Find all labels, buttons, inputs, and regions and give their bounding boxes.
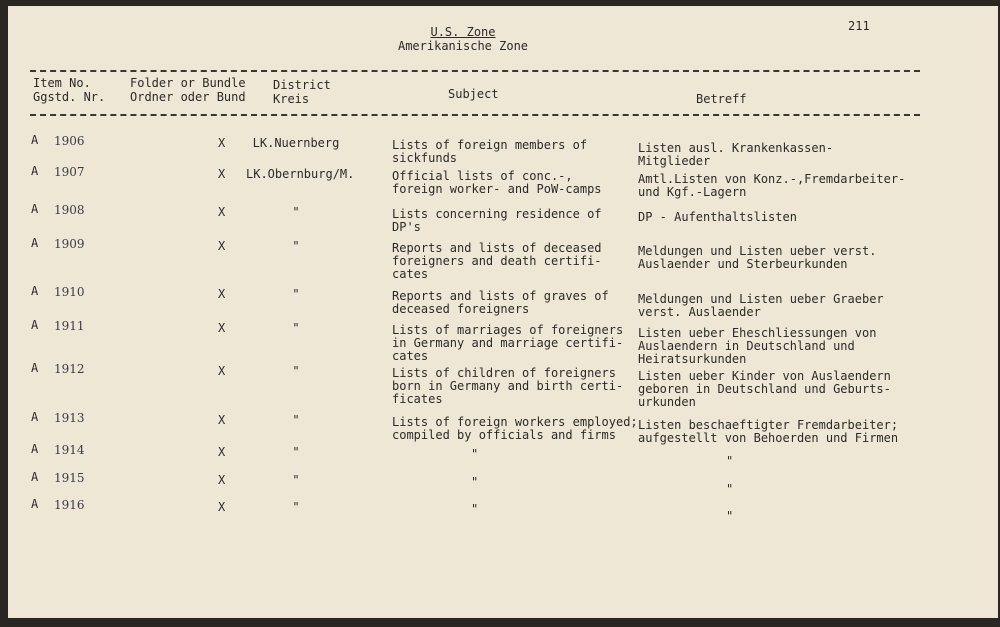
row-item-number: 1915 — [54, 471, 85, 485]
row-subject-line: ficates — [392, 392, 443, 406]
row-betreff-line: " — [726, 482, 734, 496]
header-betreff: Betreff — [696, 92, 747, 106]
row-district: " — [292, 321, 300, 335]
row-prefix: A — [31, 164, 39, 178]
header-top-rule — [30, 70, 920, 72]
row-item-number: 1910 — [54, 285, 85, 299]
document-page — [8, 6, 998, 618]
row-district: " — [292, 445, 300, 459]
row-betreff-line: " — [726, 509, 734, 523]
row-subject-line: in Germany and marriage certifi- — [392, 336, 624, 350]
row-subject-line: born in Germany and birth certi- — [392, 379, 624, 393]
row-subject-line: foreign worker- and PoW-camps — [392, 182, 602, 196]
row-betreff-line: Listen ueber Eheschliessungen von — [638, 326, 877, 340]
row-district: " — [292, 287, 300, 301]
row-betreff-line: Mitglieder — [638, 154, 711, 168]
row-item-number: 1909 — [54, 237, 85, 251]
row-betreff-line: Meldungen und Listen ueber Graeber — [638, 292, 884, 306]
row-prefix: A — [31, 318, 39, 332]
row-subject-line: Lists of children of foreigners — [392, 366, 616, 380]
row-district: LK.Nuernberg — [252, 136, 340, 150]
row-district: " — [292, 413, 300, 427]
row-betreff-line: Listen beschaeftigter Fremdarbeiter; — [638, 418, 899, 432]
row-folder: X — [218, 239, 226, 253]
row-prefix: A — [31, 497, 39, 511]
row-betreff-line: Amtl.Listen von Konz.-,Fremdarbeiter- — [638, 172, 906, 186]
row-item-number: 1908 — [54, 203, 85, 217]
row-prefix: A — [31, 470, 39, 484]
row-subject-line: Lists of foreign members of — [392, 138, 588, 152]
row-folder: X — [218, 321, 226, 335]
row-folder: X — [218, 287, 226, 301]
row-district: " — [292, 500, 300, 514]
row-subject-line: Reports and lists of graves of — [392, 289, 609, 303]
row-district: " — [292, 239, 300, 253]
row-betreff-line: Listen ausl. Krankenkassen- — [638, 141, 834, 155]
row-folder: X — [218, 136, 226, 150]
row-district: " — [292, 364, 300, 378]
row-district: " — [292, 205, 300, 219]
header-folder: Folder or Bundle Ordner oder Bund — [130, 76, 246, 104]
row-item-number: 1912 — [54, 362, 85, 376]
row-subject-line: Lists of foreign workers employed; — [392, 415, 638, 429]
row-item-number: 1907 — [54, 165, 85, 179]
row-prefix: A — [31, 442, 39, 456]
row-prefix: A — [31, 236, 39, 250]
row-subject-line: compiled by officials and firms — [392, 428, 616, 442]
row-subject-line: Lists of marriages of foreigners — [392, 323, 624, 337]
row-betreff-line: aufgestellt von Behoerden und Firmen — [638, 431, 899, 445]
row-item-number: 1914 — [54, 443, 85, 457]
row-item-number: 1916 — [54, 498, 85, 512]
row-folder: X — [218, 205, 226, 219]
header-item-no: Item No. Ggstd. Nr. — [33, 76, 106, 104]
row-prefix: A — [31, 410, 39, 424]
row-prefix: A — [31, 361, 39, 375]
row-district: LK.Obernburg/M. — [246, 167, 355, 181]
row-subject-line: DP's — [392, 220, 421, 234]
row-prefix: A — [31, 202, 39, 216]
row-subject-line: " — [471, 447, 479, 461]
title-german: Amerikanische Zone — [397, 39, 529, 53]
row-betreff-line: und Kgf.-Lagern — [638, 185, 747, 199]
header-bottom-rule — [30, 114, 920, 116]
row-subject-line: foreigners and death certifi- — [392, 254, 602, 268]
row-betreff-line: Listen ueber Kinder von Auslaendern — [638, 369, 891, 383]
row-betreff-line: Heiratsurkunden — [638, 352, 747, 366]
row-district: " — [292, 473, 300, 487]
row-betreff-line: geboren in Deutschland und Geburts- — [638, 382, 891, 396]
row-subject-line: " — [471, 475, 479, 489]
row-betreff-line: Auslaendern in Deutschland und — [638, 339, 855, 353]
row-item-number: 1911 — [54, 319, 85, 333]
row-betreff-line: verst. Auslaender — [638, 305, 761, 319]
row-item-number: 1906 — [54, 134, 85, 148]
row-folder: X — [218, 473, 226, 487]
row-subject-line: " — [471, 502, 479, 516]
row-folder: X — [218, 364, 226, 378]
row-subject-line: deceased foreigners — [392, 302, 530, 316]
row-item-number: 1913 — [54, 411, 85, 425]
row-betreff-line: Auslaender und Sterbeurkunden — [638, 257, 848, 271]
header-district: District Kreis — [273, 78, 331, 106]
row-folder: X — [218, 167, 226, 181]
row-subject-line: Lists concerning residence of — [392, 207, 602, 221]
row-subject-line: sickfunds — [392, 151, 458, 165]
row-subject-line: Reports and lists of deceased — [392, 241, 602, 255]
row-betreff-line: urkunden — [638, 395, 696, 409]
title-english: U.S. Zone — [430, 25, 496, 39]
row-betreff-line: DP - Aufenthaltslisten — [638, 210, 797, 224]
row-betreff-line: Meldungen und Listen ueber verst. — [638, 244, 877, 258]
row-subject-line: cates — [392, 349, 429, 363]
row-subject-line: cates — [392, 267, 429, 281]
row-subject-line: Official lists of conc.-, — [392, 169, 573, 183]
row-folder: X — [218, 500, 226, 514]
page-number: 211 — [848, 19, 870, 33]
row-folder: X — [218, 413, 226, 427]
header-subject: Subject — [448, 87, 499, 101]
row-betreff-line: " — [726, 454, 734, 468]
row-prefix: A — [31, 284, 39, 298]
row-prefix: A — [31, 133, 39, 147]
row-folder: X — [218, 445, 226, 459]
